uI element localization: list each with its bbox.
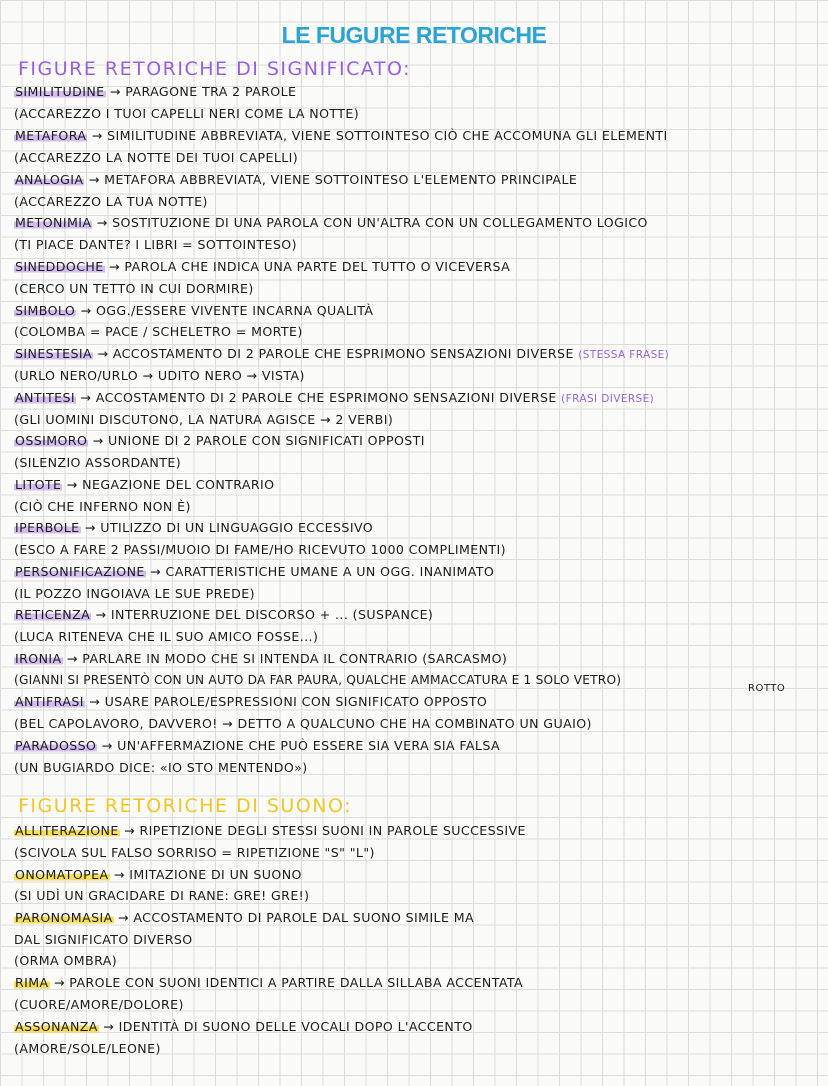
example-line: (ORMA OMBRA) — [14, 953, 118, 968]
definition: → UN'AFFERMAZIONE CHE PUÒ ESSERE SIA VERA SIA FALSA — [97, 738, 500, 753]
example-line: (CERCO UN TETTO IN CUI DORMIRE) — [14, 281, 254, 296]
example-line: (ACCAREZZO I TUOI CAPELLI NERI COME LA NOTTE) — [14, 106, 360, 121]
definition: → ACCOSTAMENTO DI 2 PAROLE CHE ESPRIMONO SENSAZIONI DIVERSE — [76, 390, 557, 405]
example-line: (LUCA RITENEVA CHE IL SUO AMICO FOSSE...) — [14, 629, 319, 644]
entry-line — [14, 432, 826, 450]
entry-line — [14, 693, 826, 711]
example-line: (URLO NERO/URLO → UDITO NERO → VISTA) — [14, 368, 305, 383]
term-alliterazione: ALLITERAZIONE — [15, 823, 119, 838]
term-iperbole: IPERBOLE — [15, 520, 80, 535]
entry-line — [14, 1018, 826, 1036]
definition-continuation: DAL SIGNIFICATO DIVERSO — [14, 932, 193, 947]
term-ossimoro: OSSIMORO — [15, 433, 88, 448]
entry-line — [14, 737, 826, 755]
entry-line — [14, 822, 826, 840]
definition: → SIMILITUDINE ABBREVIATA, VIENE SOTTOINTESO CIÒ CHE ACCOMUNA GLI ELEMENTI — [87, 128, 668, 143]
definition: → NEGAZIONE DEL CONTRARIO — [62, 477, 275, 492]
term-ironia: IRONIA — [15, 651, 62, 666]
entry-line — [14, 171, 826, 189]
term-antitesi: ANTITESI — [15, 390, 76, 405]
definition: → PARLARE IN MODO CHE SI INTENDA IL CONTRARIO (SARCASMO) — [62, 651, 508, 666]
definition: → IMITAZIONE DI UN SUONO — [109, 867, 302, 882]
definition: → METAFORA ABBREVIATA, VIENE SOTTOINTESO L'ELEMENTO PRINCIPALE — [84, 172, 578, 187]
entry-line — [14, 866, 826, 884]
definition: → OGG./ESSERE VIVENTE INCARNA QUALITÀ — [76, 303, 374, 318]
term-metafora: METAFORA — [15, 128, 87, 143]
definition: → PAROLA CHE INDICA UNA PARTE DEL TUTTO O VICEVERSA — [104, 259, 511, 274]
entry-line — [14, 974, 826, 992]
term-onomatopea: ONOMATOPEA — [15, 867, 109, 882]
definition: → CARATTERISTICHE UMANE A UN OGG. INANIMATO — [145, 564, 495, 579]
term-paradosso: PARADOSSO — [15, 738, 97, 753]
entry-line — [14, 563, 826, 581]
example-line: (SCIVOLA SUL FALSO SORRISO = RIPETIZIONE "S" "L") — [14, 845, 375, 860]
example-line: (BEL CAPOLAVORO, DAVVERO! → DETTO A QUALCUNO CHE HA COMBINATO UN GUAIO) — [14, 716, 592, 731]
section-heading-meaning: FIGURE RETORICHE DI SIGNIFICATO: — [18, 58, 412, 80]
entry-line — [14, 214, 826, 232]
term-assonanza: ASSONANZA — [15, 1019, 98, 1034]
entry-line — [14, 258, 826, 276]
term-antifrasi: ANTIFRASI — [15, 694, 84, 709]
term-paronomasia: PARONOMASIA — [15, 910, 113, 925]
example-line: (SILENZIO ASSORDANTE) — [14, 455, 182, 470]
definition: → IDENTITÀ DI SUONO DELLE VOCALI DOPO L'ACCENTO — [98, 1019, 473, 1034]
entry-line — [14, 476, 826, 494]
entry-line — [14, 606, 826, 624]
entry-line — [14, 650, 826, 668]
example-line: (GLI UOMINI DISCUTONO, LA NATURA AGISCE → 2 VERBI) — [14, 412, 394, 427]
entry-line — [14, 345, 826, 364]
term-rima: RIMA — [15, 975, 49, 990]
definition: → UTILIZZO DI UN LINGUAGGIO ECCESSIVO — [80, 520, 374, 535]
definition: → ACCOSTAMENTO DI PAROLE DAL SUONO SIMILE MA — [113, 910, 475, 925]
example-line: (ACCAREZZO LA NOTTE DEI TUOI CAPELLI) — [14, 150, 299, 165]
term-personificazione: PERSONIFICAZIONE — [15, 564, 145, 579]
term-sinestesia: SINESTESIA — [15, 346, 93, 361]
entry-line — [14, 127, 826, 145]
example-line: (COLOMBA = PACE / SCHELETRO = MORTE) — [14, 324, 303, 339]
definition: → INTERRUZIONE DEL DISCORSO + ... (SUSPANCE) — [91, 607, 434, 622]
example-line: (ACCAREZZO LA TUA NOTTE) — [14, 194, 208, 209]
term-reticenza: RETICENZA — [15, 607, 91, 622]
term-sineddoche: SINEDDOCHE — [15, 259, 104, 274]
entry-line — [14, 302, 826, 320]
definition: → RIPETIZIONE DEGLI STESSI SUONI IN PAROLE SUCCESSIVE — [119, 823, 526, 838]
section-heading-sound: FIGURE RETORICHE DI SUONO: — [18, 795, 353, 817]
example-line: (ESCO A FARE 2 PASSI/MUOIO DI FAME/HO RICEVUTO 1000 COMPLIMENTI) — [14, 542, 506, 557]
term-metonimia: METONIMIA — [15, 215, 92, 230]
definition: → UNIONE DI 2 PAROLE CON SIGNIFICATI OPPOSTI — [88, 433, 425, 448]
example-line: (TI PIACE DANTE? I LIBRI = SOTTOINTESO) — [14, 237, 297, 252]
definition: → SOSTITUZIONE DI UNA PAROLA CON UN'ALTRA CON UN COLLEGAMENTO LOGICO — [92, 215, 648, 230]
entry-line — [14, 83, 826, 101]
example-line: (SI UDÌ UN GRACIDARE DI RANE: GRE! GRE!) — [14, 888, 310, 903]
definition: → ACCOSTAMENTO DI 2 PAROLE CHE ESPRIMONO SENSAZIONI DIVERSE — [93, 346, 574, 361]
note-stessa-frase: (STESSA FRASE) — [578, 349, 670, 361]
example-continuation: ROTTO — [748, 683, 786, 694]
example-line: (UN BUGIARDO DICE: «IO STO MENTENDO») — [14, 760, 308, 775]
definition: → PAROLE CON SUONI IDENTICI A PARTIRE DALLA SILLABA ACCENTATA — [49, 975, 523, 990]
term-analogia: ANALOGIA — [15, 172, 84, 187]
term-simbolo: SIMBOLO — [15, 303, 76, 318]
example-line: (IL POZZO INGOIAVA LE SUE PREDE) — [14, 586, 255, 601]
example-line: (CIÒ CHE INFERNO NON È) — [14, 499, 191, 514]
page-title: LE FUGURE RETORICHE — [281, 22, 547, 48]
term-similitudine: SIMILITUDINE — [15, 84, 105, 99]
definition: → USARE PAROLE/ESPRESSIONI CON SIGNIFICATO OPPOSTO — [84, 694, 488, 709]
example-line: (CUORE/AMORE/DOLORE) — [14, 997, 184, 1012]
entry-line — [14, 389, 826, 408]
term-litote: LITOTE — [15, 477, 62, 492]
definition: → PARAGONE TRA 2 PAROLE — [105, 84, 297, 99]
example-line: (AMORE/SOLE/LEONE) — [14, 1041, 161, 1056]
example-line: (GIANNI SI PRESENTÒ CON UN AUTO DA FAR PAURA, QUALCHE AMMACCATURA E 1 SOLO VETRO) — [14, 673, 622, 687]
entry-line — [14, 909, 826, 927]
note-frasi-diverse: (FRASI DIVERSE) — [561, 393, 655, 405]
entry-line — [14, 519, 826, 537]
